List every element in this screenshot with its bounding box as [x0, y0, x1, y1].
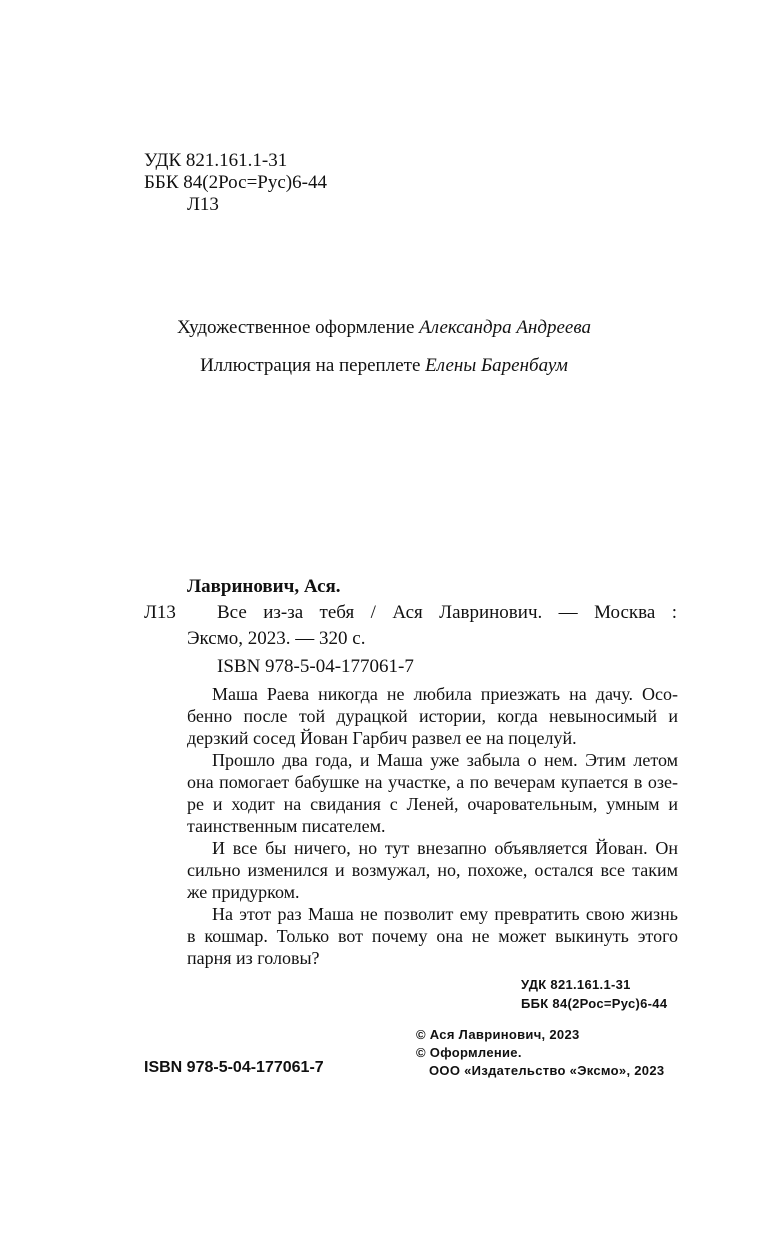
annotation-line: ре и ходит на свидания с Леней, очаровательным, умным и [187, 794, 678, 814]
annotation-line: в кошмар. Только вот почему она не может выкинуть этого [187, 926, 678, 946]
bibliography-author: Лавринович, Ася. [187, 576, 341, 597]
annotation-line: сильно изменился и возмужал, но, похоже, остался все таким [187, 860, 678, 880]
annotation-line: таинственным писателем. [187, 816, 386, 836]
illustration-credit-name: Елены Баренбаум [425, 355, 568, 376]
design-credit-name: Александра Андреева [419, 317, 591, 338]
copyright-design: © Оформление. [416, 1045, 522, 1060]
udk-code: УДК 821.161.1-31 [144, 150, 288, 171]
illustration-credit-label: Иллюстрация на переплете [200, 355, 421, 376]
footer-isbn: ISBN 978-5-04-177061-7 [144, 1059, 324, 1076]
footer-bbk: ББК 84(2Рос=Рус)6-44 [521, 996, 668, 1011]
annotation-line: бенно после той дурацкой истории, когда невыносимый и [187, 706, 678, 726]
annotation-line: она помогает бабушке на участке, а по вечерам купается в озе- [187, 772, 678, 792]
design-credit-label: Художественное оформление [177, 317, 415, 338]
author-mark: Л13 [187, 194, 219, 215]
design-credit [0, 316, 768, 340]
annotation-line: дерзкий сосед Йован Гарбич развел ее на поцелуй. [187, 728, 577, 748]
bbk-code: ББК 84(2Рос=Рус)6-44 [144, 172, 327, 193]
annotation-line: Прошло два года, и Маша уже забыла о нем. Этим летом [212, 750, 678, 770]
copyright-author: © Ася Лавринович, 2023 [416, 1027, 580, 1042]
bibliography-isbn: ISBN 978-5-04-177061-7 [217, 656, 414, 677]
bibliography-line2: Эксмо, 2023. — 320 с. [187, 628, 366, 649]
illustration-credit [0, 354, 768, 378]
annotation-line: парня из головы? [187, 948, 320, 968]
annotation-line: И все бы ничего, но тут внезапно объявляется Йован. Он [212, 838, 678, 858]
copyright-publisher: ООО «Издательство «Эксмо», 2023 [429, 1063, 665, 1078]
annotation-line: На этот раз Маша не позволит ему превратить свою жизнь [212, 904, 678, 924]
bibliography-code: Л13 [144, 602, 176, 623]
annotation-line: же придурком. [187, 882, 300, 902]
annotation-line: Маша Раева никогда не любила приезжать на дачу. Осо- [212, 684, 678, 704]
footer-udk: УДК 821.161.1-31 [521, 977, 631, 992]
bibliography-line1: Все из-за тебя / Ася Лавринович. — Москва : [217, 602, 677, 623]
